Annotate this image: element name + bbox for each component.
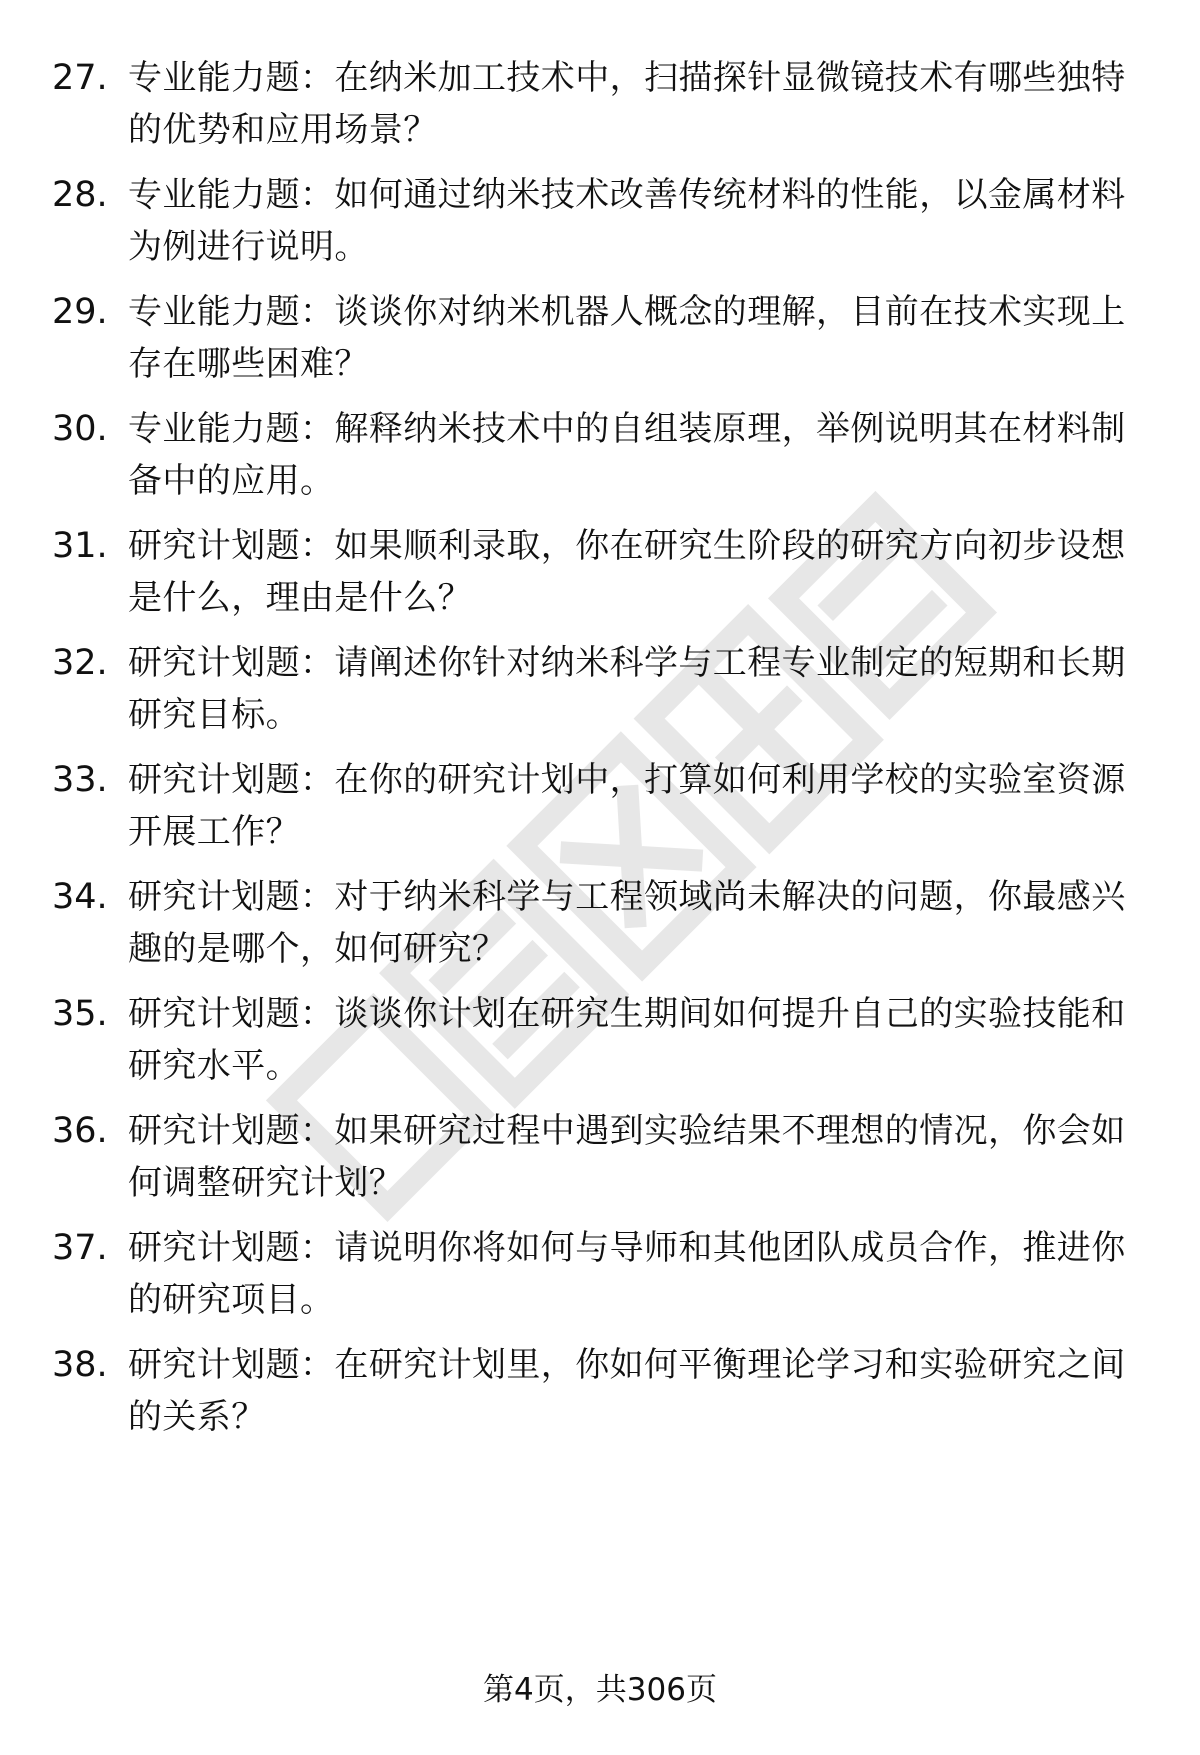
question-number: 32.	[52, 643, 108, 683]
question-text: 专业能力题：如何通过纳米技术改善传统材料的性能，以金属材料为例进行说明。	[128, 175, 1126, 267]
question-text: 专业能力题：谈谈你对纳米机器人概念的理解，目前在技术实现上存在哪些困难？	[128, 292, 1126, 384]
question-text: 专业能力题：在纳米加工技术中，扫描探针显微镜技术有哪些独特的优势和应用场景？	[128, 58, 1126, 150]
question-item	[52, 754, 1142, 864]
page-indicator: 第4页，共306页	[483, 1672, 717, 1708]
question-number: 31.	[52, 526, 108, 566]
question-text: 研究计划题：在研究计划里，你如何平衡理论学习和实验研究之间的关系？	[128, 1345, 1126, 1437]
question-text: 研究计划题：请说明你将如何与导师和其他团队成员合作，推进你的研究项目。	[128, 1228, 1126, 1320]
question-number: 37.	[52, 1228, 108, 1268]
question-item	[52, 52, 1142, 162]
question-text: 研究计划题：在你的研究计划中，打算如何利用学校的实验室资源开展工作？	[128, 760, 1126, 852]
question-text: 专业能力题：解释纳米技术中的自组装原理，举例说明其在材料制备中的应用。	[128, 409, 1126, 501]
question-number: 34.	[52, 877, 108, 917]
question-text: 研究计划题：对于纳米科学与工程领域尚未解决的问题，你最感兴趣的是哪个，如何研究？	[128, 877, 1126, 969]
question-number: 36.	[52, 1111, 108, 1151]
question-number: 33.	[52, 760, 108, 800]
question-item	[52, 520, 1142, 630]
question-text: 研究计划题：如果顺利录取，你在研究生阶段的研究方向初步设想是什么，理由是什么？	[128, 526, 1126, 618]
question-text: 研究计划题：请阐述你针对纳米科学与工程专业制定的短期和长期研究目标。	[128, 643, 1126, 735]
question-number: 29.	[52, 292, 108, 332]
question-text: 研究计划题：如果研究过程中遇到实验结果不理想的情况，你会如何调整研究计划？	[128, 1111, 1126, 1203]
question-item	[52, 871, 1142, 981]
question-item	[52, 1339, 1142, 1449]
question-item	[52, 988, 1142, 1098]
question-number: 30.	[52, 409, 108, 449]
question-item	[52, 1105, 1142, 1215]
question-number: 27.	[52, 58, 108, 98]
question-item	[52, 403, 1142, 513]
question-number: 35.	[52, 994, 108, 1034]
question-item	[52, 637, 1142, 747]
question-item	[52, 169, 1142, 279]
question-number: 38.	[52, 1345, 108, 1385]
question-text: 研究计划题：谈谈你计划在研究生期间如何提升自己的实验技能和研究水平。	[128, 994, 1126, 1086]
question-number: 28.	[52, 175, 108, 215]
question-item	[52, 286, 1142, 396]
question-item	[52, 1222, 1142, 1332]
